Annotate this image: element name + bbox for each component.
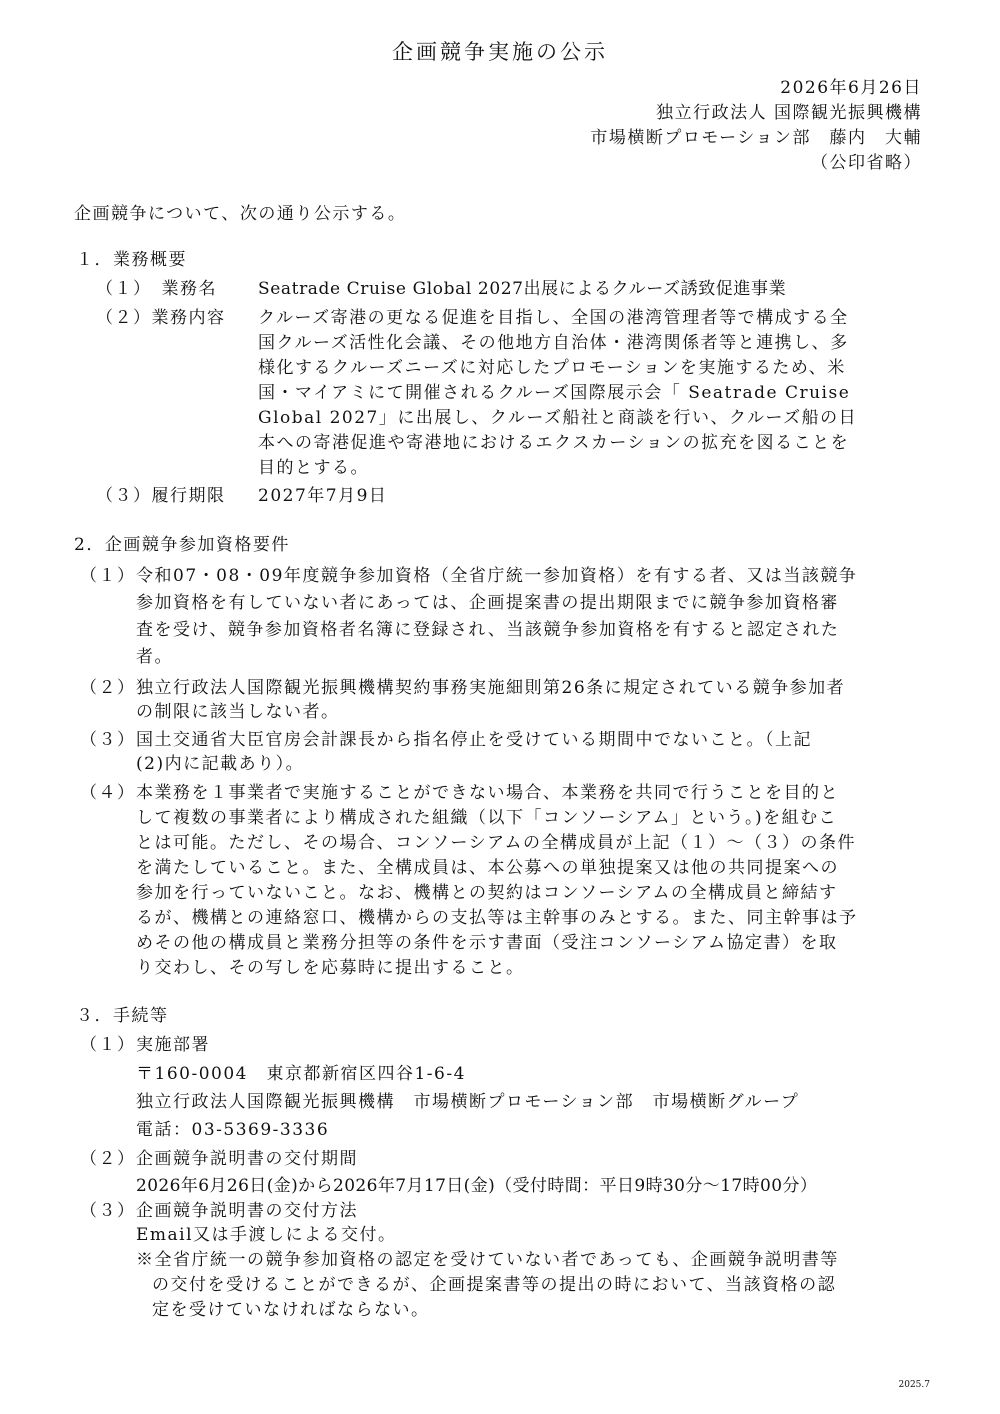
requirement-line: 令和07・08・09年度競争参加資格（全省庁統一参加資格）を有する者、又は当該競争 [136, 566, 858, 586]
phone-number: 電話：03-5369-3336 [136, 1120, 330, 1140]
task-content-line: クルーズ寄港の更なる促進を目指し、全国の港湾管理者等で構成する全 [258, 308, 849, 328]
procedure-number: （２） [80, 1149, 136, 1169]
requirement-line: して複数の事業者により構成された組織（以下「コンソーシアム」という。)を組むこ [136, 808, 838, 828]
delivery-method-value: Email又は手渡しによる交付。 [136, 1225, 397, 1245]
delivery-period-title: 企画競争説明書の交付期間 [136, 1149, 358, 1169]
issue-date: 2026年6月26日 [780, 78, 922, 98]
task-content-line: 国クルーズ活性化会議、その他地方自治体・港湾関係者等と連携し、多 [258, 333, 849, 353]
requirement-line: 者。 [136, 647, 173, 667]
task-content-line: 国・マイアミにて開催されるクルーズ国際展示会「 Seatrade Cruise [258, 383, 851, 403]
task-content-line: Global 2027」に出展し、クルーズ船社と商談を行い、クルーズ船の日 [258, 408, 858, 428]
requirement-line: とは可能。ただし、その場合、コンソーシアムの全構成員が上記（１）～（３）の条件 [136, 833, 856, 853]
requirement-number: （１） [80, 566, 136, 586]
requirement-line: を満たしていること。また、全構成員は、本公募への単独提案又は他の共同提案への [136, 858, 839, 878]
procedure-number: （１） [80, 1035, 136, 1055]
requirement-line: 参加を行っていないこと。なお、機構との契約はコンソーシアムの全構成員と締結す [136, 883, 838, 903]
seal-omitted-note: （公印省略） [811, 153, 922, 173]
delivery-method-title: 企画競争説明書の交付方法 [136, 1201, 358, 1221]
requirement-line: 参加資格を有していない者にあっては、企画提案書の提出期限までに競争参加資格審 [136, 593, 839, 613]
requirement-line: 独立行政法人国際観光振興機構契約事務実施細則第26条に規定されている競争参加者 [136, 678, 846, 698]
requirement-number: （２） [80, 678, 136, 698]
requirement-number: （４） [80, 783, 136, 803]
task-period-label: （３）履行期限 [96, 486, 226, 506]
qualification-note-line: ※全省庁統一の競争参加資格の認定を受けていない者であっても、企画競争説明書等 [136, 1250, 839, 1270]
requirement-line: 査を受け、競争参加資格者名簿に登録され、当該競争参加資格を有すると認定された [136, 620, 840, 640]
requirement-number: （３） [80, 730, 136, 750]
requirement-line: の制限に該当しない者。 [136, 702, 340, 722]
delivery-period-value: 2026年6月26日(金)から2026年7月17日(金)（受付時間：平日9時30分～17時00分） [136, 1176, 818, 1196]
section2-heading: 2．企画競争参加資格要件 [74, 535, 290, 555]
issuing-organization: 独立行政法人 国際観光振興機構 [656, 103, 922, 123]
document-title: 企画競争実施の公示 [392, 40, 608, 64]
requirement-line: 国土交通省大臣官房会計課長から指名停止を受けている期間中でないこと。（上記 [136, 730, 812, 750]
procedure-number: （３） [80, 1201, 136, 1221]
task-name-label: （１） 業務名 [96, 279, 217, 299]
postal-address: 〒160-0004 東京都新宿区四谷1-6-4 [136, 1064, 466, 1084]
task-content-line: 目的とする。 [258, 458, 369, 478]
requirement-line: り交わし、その写しを応募時に提出すること。 [136, 958, 525, 978]
qualification-note-line: 定を受けていなければならない。 [152, 1300, 430, 1320]
task-name-value: Seatrade Cruise Global 2027出展によるクルーズ誘致促進事業 [258, 279, 787, 299]
section1-heading: １．業務概要 [76, 250, 187, 270]
task-content-label: （２）業務内容 [96, 308, 226, 328]
section3-heading: ３．手続等 [76, 1006, 169, 1026]
task-content-line: 本への寄港促進や寄港地におけるエクスカーションの拡充を図ることを [258, 433, 850, 453]
footer-version: 2025.7 [898, 1380, 930, 1390]
task-content-line: 様化するクルーズニーズに対応したプロモーションを実施するため、米 [258, 358, 846, 378]
implementing-dept-title: 実施部署 [136, 1035, 210, 1055]
requirement-line: (2)内に記載あり）。 [136, 754, 305, 774]
qualification-note-line: の交付を受けることができるが、企画提案書等の提出の時において、当該資格の認 [152, 1275, 837, 1295]
department-name: 独立行政法人国際観光振興機構 市場横断プロモーション部 市場横断グループ [136, 1092, 800, 1112]
intro-text: 企画競争について、次の通り公示する。 [74, 204, 407, 224]
requirement-line: 本業務を１事業者で実施することができない場合、本業務を共同で行うことを目的と [136, 783, 839, 803]
department-and-person: 市場横断プロモーション部 藤内 大輔 [590, 128, 922, 148]
requirement-line: めその他の構成員と業務分担等の条件を示す書面（受注コンソーシアム協定書）を取 [136, 933, 838, 953]
requirement-line: るが、機構との連絡窓口、機構からの支払等は主幹事のみとする。また、同主幹事は予 [136, 908, 858, 928]
task-period-value: 2027年7月9日 [258, 486, 388, 506]
